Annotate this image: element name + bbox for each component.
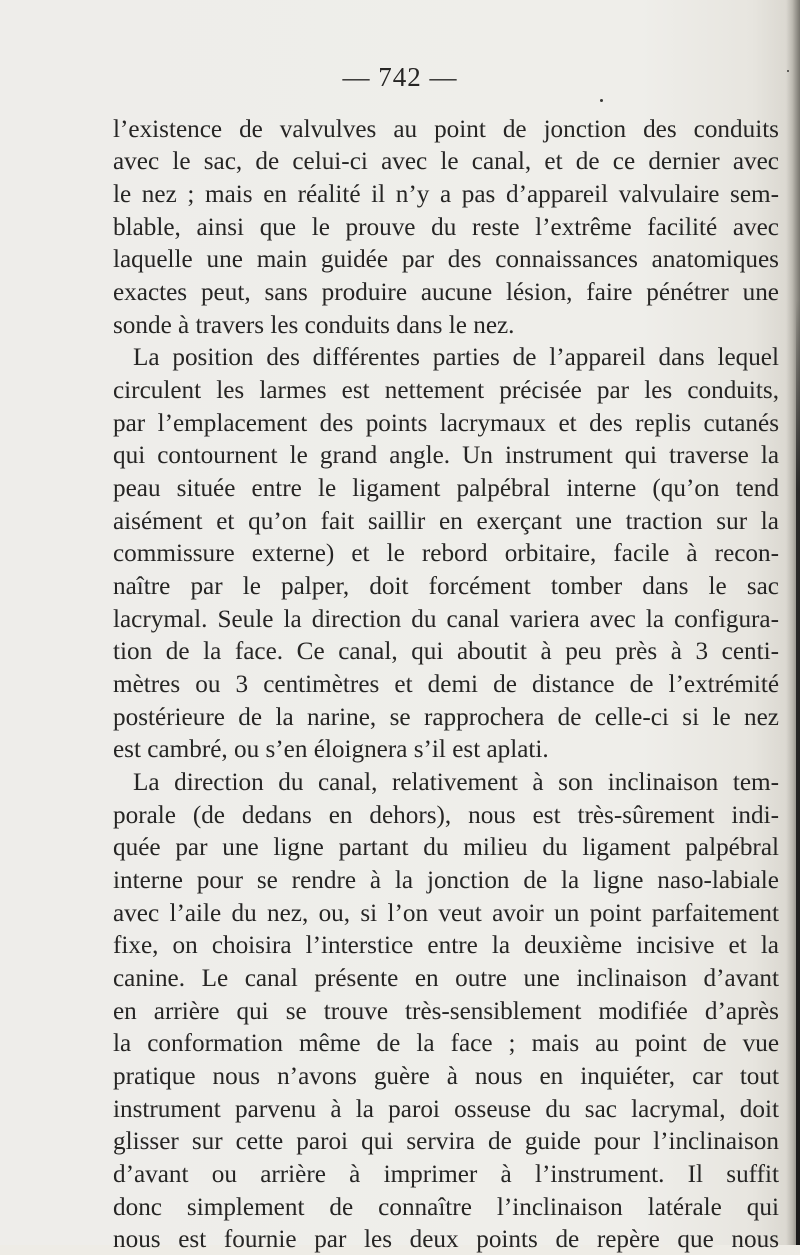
text-line: le nez ; mais en réalité il n’y a pas d’appareil valvulaire sem- [113,181,779,208]
text-line: tion de la face. Ce canal, qui aboutit à peu près à 3 centi- [113,638,779,665]
ink-speck [600,99,603,102]
text-line: laquelle une main guidée par des connaissances anatomiques [113,246,779,273]
text-line: glisser sur cette paroi qui servira de guide pour l’inclinaison [113,1128,779,1155]
text-line: en arrière qui se trouve très-sensiblement modifiée d’après [113,998,779,1025]
page-number: — 742 — [342,62,458,92]
text-line: quée par une ligne partant du milieu du ligament palpébral [113,834,779,861]
text-line: fixe, on choisira l’interstice entre la deuxième incisive et la [113,932,779,959]
text-line: donc simplement de connaître l’inclinaison latérale qui [113,1194,779,1221]
text-line: La direction du canal, relativement à son inclinaison tem- [133,769,779,796]
page-edge-binding [796,300,800,1245]
text-line: circulent les larmes est nettement précisée par les conduits, [113,377,779,404]
text-line: d’avant ou arrière à imprimer à l’instrument. Il suffit [113,1161,779,1188]
text-line: commissure externe) et le rebord orbitaire, facile à recon- [113,540,779,567]
text-line: aisément et qu’on fait saillir en exerçant une traction sur la [113,508,779,535]
text-line: peau située entre le ligament palpébral interne (qu’on tend [113,475,779,502]
text-line: avec l’aile du nez, ou, si l’on veut avoir un point parfaitement [113,900,779,927]
text-line: mètres ou 3 centimètres et demi de distance de l’extrémité [113,671,779,698]
text-line: interne pour se rendre à la jonction de la ligne naso-labiale [113,867,779,894]
text-line: avec le sac, de celui-ci avec le canal, et de ce dernier avec [113,148,779,175]
text-line: l’existence de valvulves au point de jonction des conduits [113,116,779,143]
text-line: pratique nous n’avons guère à nous en inquiéter, car tout [113,1063,779,1090]
text-line: naître par le palper, doit forcément tomber dans le sac [113,573,779,600]
text-line: porale (de dedans en dehors), nous est très-sûrement indi- [113,802,779,829]
text-line: la conformation même de la face ; mais au point de vue [113,1030,779,1057]
text-line: qui contournent le grand angle. Un instrument qui traverse la [113,442,779,469]
text-line: canine. Le canal présente en outre une inclinaison d’avant [113,965,779,992]
text-line: nous est fournie par les deux points de repère que nous [113,1226,779,1253]
text-line: est cambré, ou s’en éloignera s’il est aplati. [113,736,549,763]
text-line: sonde à travers les conduits dans le nez. [113,312,515,339]
text-line: lacrymal. Seule la direction du canal variera avec la configura- [113,606,779,633]
text-line: postérieure de la narine, se rapprochera de celle-ci si le nez [113,704,779,731]
text-line: blable, ainsi que le prouve du reste l’extrême facilité avec [113,214,779,241]
ink-speck [787,70,789,72]
text-line: exactes peut, sans produire aucune lésion, faire pénétrer une [113,279,779,306]
text-line: La position des différentes parties de l’appareil dans lequel [133,344,779,371]
text-line: par l’emplacement des points lacrymaux et des replis cutanés [113,410,779,437]
text-line: instrument parvenu à la paroi osseuse du sac lacrymal, doit [113,1096,779,1123]
